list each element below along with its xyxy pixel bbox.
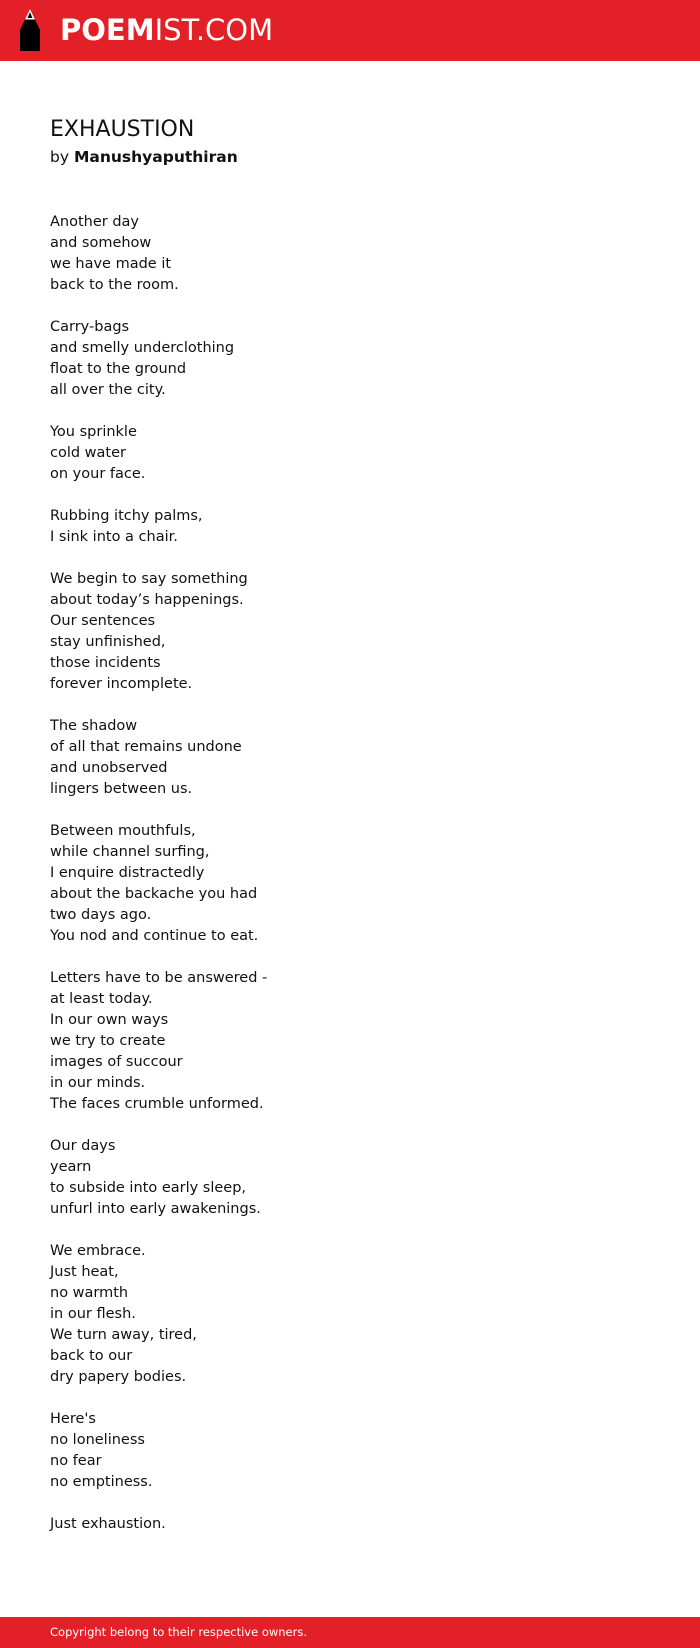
poem-line: Here's [50, 1411, 96, 1427]
poem-line: Our days [50, 1138, 116, 1154]
poem-line: The faces crumble unformed. [50, 1096, 264, 1112]
poem-line: about today’s happenings. [50, 592, 244, 608]
poem-stanza [50, 968, 650, 1115]
poem-line: dry papery bodies. [50, 1369, 187, 1385]
poem-line: no warmth [50, 1285, 129, 1301]
poem-body [50, 212, 650, 1535]
poem-line: You sprinkle [50, 424, 137, 440]
poem-line: cold water [50, 445, 126, 461]
poem-line: Between mouthfuls, [50, 823, 196, 839]
poem-byline [50, 146, 650, 168]
pencil-tip-icon [17, 9, 43, 51]
poem-content [50, 114, 650, 1556]
poem-line: and unobserved [50, 760, 168, 776]
poem-line: Carry-bags [50, 319, 130, 335]
poem-line: We turn away, tired, [50, 1327, 197, 1343]
poem-line: Letters have to be answered - [50, 970, 268, 986]
poem-line: to subside into early sleep, [50, 1180, 247, 1196]
poem-stanza [50, 821, 650, 947]
poem-line: I enquire distractedly [50, 865, 205, 881]
poem-line: in our minds. [50, 1075, 146, 1091]
poem-line: of all that remains undone [50, 739, 242, 755]
poem-stanza [50, 506, 650, 548]
poem-line: while channel surfing, [50, 844, 210, 860]
logo-text-bold: POEM [60, 13, 155, 47]
poem-line: and somehow [50, 235, 152, 251]
site-logo-link[interactable] [17, 9, 273, 51]
poem-line: lingers between us. [50, 781, 193, 797]
poem-line: Rubbing itchy palms, [50, 508, 203, 524]
poem-line: float to the ground [50, 361, 187, 377]
poem-line: in our flesh. [50, 1306, 136, 1322]
poem-line: back to our [50, 1348, 133, 1364]
poem-line: stay unfinished, [50, 634, 166, 650]
poem-line: those incidents [50, 655, 161, 671]
poem-line: unfurl into early awakenings. [50, 1201, 261, 1217]
poem-line: The shadow [50, 718, 138, 734]
poem-line: we have made it [50, 256, 172, 272]
poem-line: back to the room. [50, 277, 179, 293]
poem-line: no fear [50, 1453, 102, 1469]
poem-line: In our own ways [50, 1012, 169, 1028]
poem-stanza [50, 1136, 650, 1220]
poem-line: Just heat, [50, 1264, 119, 1280]
poem-stanza [50, 1514, 650, 1535]
site-footer [0, 1617, 700, 1648]
poem-line: yearn [50, 1159, 92, 1175]
poem-line: We begin to say something [50, 571, 248, 587]
poem-stanza [50, 1241, 650, 1388]
poem-stanza [50, 716, 650, 800]
poem-line: all over the city. [50, 382, 166, 398]
poem-stanza [50, 1409, 650, 1493]
poem-line: Another day [50, 214, 140, 230]
poem-line: and smelly underclothing [50, 340, 235, 356]
poem-line: two days ago. [50, 907, 152, 923]
site-logo-text [60, 9, 273, 51]
footer-copyright: Copyright belong to their respective owners. [50, 1625, 308, 1639]
poem-line: no emptiness. [50, 1474, 153, 1490]
byline-by-label: by [50, 148, 70, 166]
poem-line: You nod and continue to eat. [50, 928, 259, 944]
poem-line: I sink into a chair. [50, 529, 178, 545]
poem-stanza [50, 317, 650, 401]
poem-line: on your face. [50, 466, 146, 482]
poem-line: Our sentences [50, 613, 156, 629]
poem-line: we try to create [50, 1033, 166, 1049]
poem-line: images of succour [50, 1054, 183, 1070]
poem-line: Just exhaustion. [50, 1516, 166, 1532]
poem-title: EXHAUSTION [50, 117, 195, 142]
site-header [0, 0, 700, 61]
poem-stanza [50, 422, 650, 485]
poem-line: We embrace. [50, 1243, 146, 1259]
poem-line: no loneliness [50, 1432, 145, 1448]
poem-stanza [50, 569, 650, 695]
poem-stanza [50, 212, 650, 296]
poem-line: forever incomplete. [50, 676, 193, 692]
poem-line: about the backache you had [50, 886, 258, 902]
logo-text-light: IST.COM [154, 13, 274, 47]
poem-line: at least today. [50, 991, 153, 1007]
poem-author: Manushyaputhiran [73, 148, 238, 166]
